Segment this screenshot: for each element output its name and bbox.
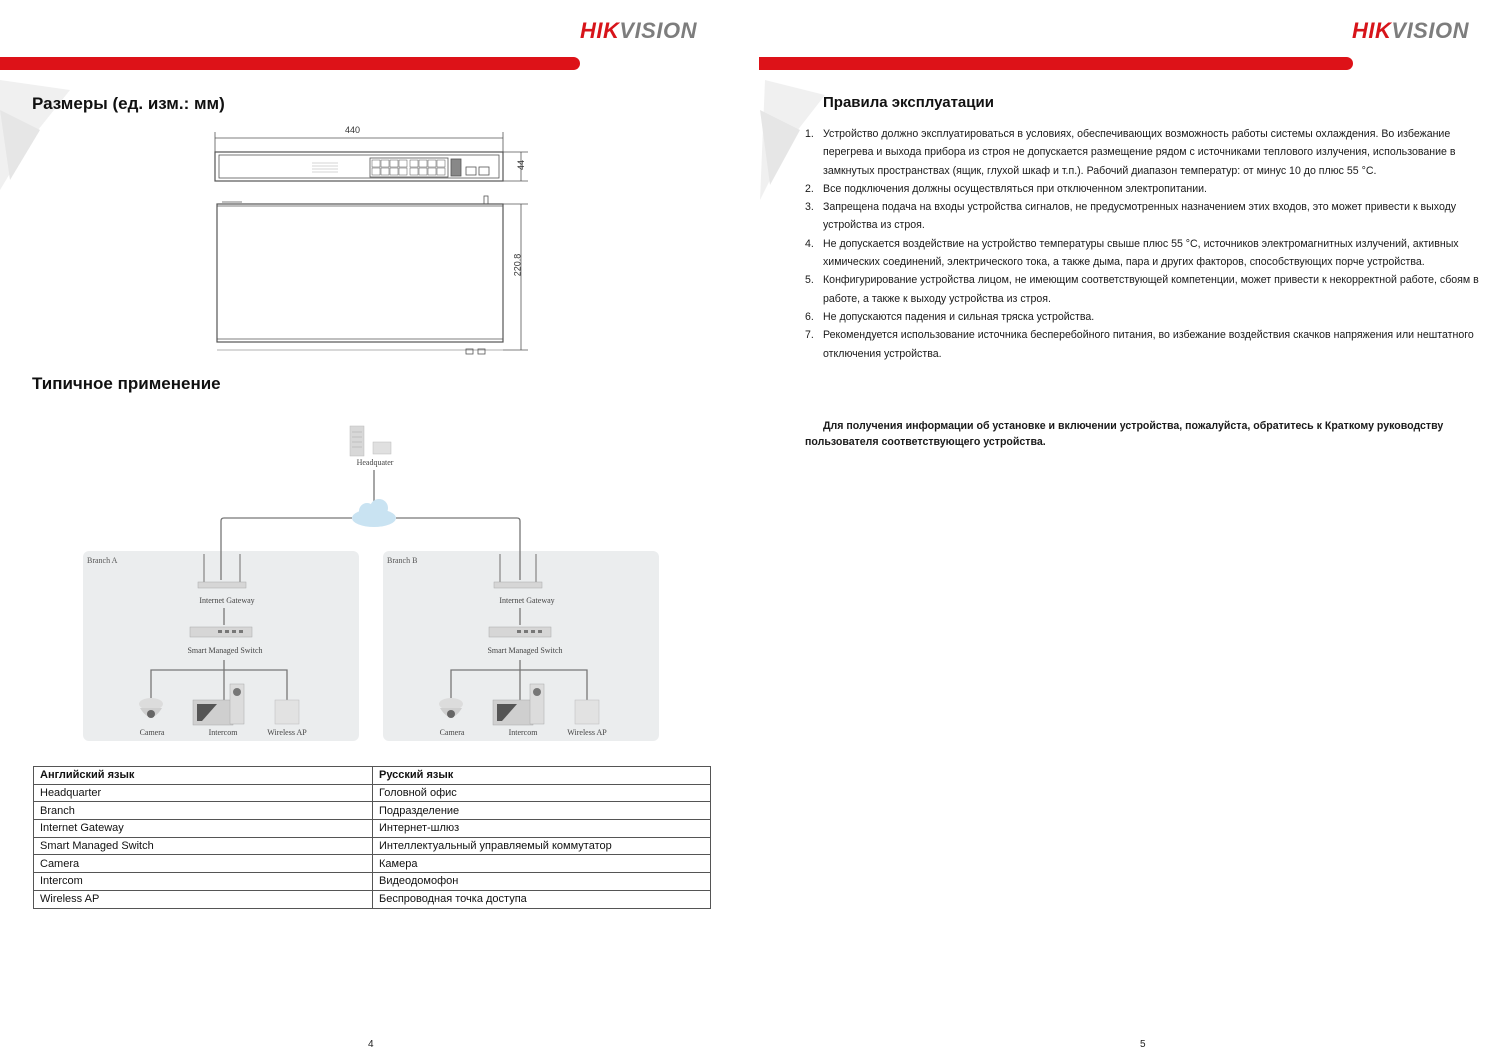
headquarter-icon [350,426,391,456]
typical-application-heading: Типичное применение [32,374,221,393]
network-topology-diagram [80,420,670,750]
table-row [34,802,711,820]
gateway-b-label: Internet Gateway [499,596,555,605]
switch-a-label: Smart Managed Switch [187,646,263,655]
intercom-b-label: Intercom [508,728,538,737]
switch-b-label: Smart Managed Switch [487,646,563,655]
cell-russian: Камера [373,855,711,873]
table-row [34,784,711,802]
operation-rules-list [805,125,1485,363]
wireless-ap-a-icon [275,700,299,724]
width-dimension-label: 440 [345,125,361,135]
cell-english: Intercom [34,873,373,891]
switch-a-icon [190,627,252,637]
camera-b-icon [439,698,463,718]
page-number: 5 [1140,1039,1146,1050]
gateway-a-label: Internet Gateway [199,596,255,605]
list-item: 2. Все подключения должны осуществляться при отключенном электропитании. [805,182,1207,195]
header-english: Английский язык [34,767,373,785]
branch-a-label: Branch A [87,556,118,565]
cell-english: Camera [34,855,373,873]
intercom-b-icon [493,684,544,725]
intercom-a-icon [193,684,244,725]
switch-dimension-diagram-icon [210,122,540,362]
list-item: 5. Конфигурирование устройства лицом, не имеющим соответствующей компетенции, может привести к некорректной работе, сбоям в работе, а также к выходу устройства из строя. [805,274,1479,305]
wireless-ap-a-label: Wireless AP [267,728,307,737]
cell-russian: Головной офис [373,784,711,802]
cell-english: Headquarter [34,784,373,802]
header-red-bar [0,57,580,70]
operation-rules-heading: Правила эксплуатации [823,94,994,111]
table-row [34,855,711,873]
cell-english: Branch [34,802,373,820]
list-item: 6. Не допускаются падения и сильная тряска устройства. [805,310,1095,323]
hikvision-logo: HIKVISION [580,18,697,43]
wireless-ap-b-icon [575,700,599,724]
table-row [34,837,711,855]
cell-russian: Видеодомофон [373,873,711,891]
watermark-star-icon [0,70,90,210]
switch-b-icon [489,627,551,637]
depth-dimension-label: 220.8 [512,253,523,277]
list-item: 3. Запрещена подача на входы устройства сигналов, не предусмотренных назначением этих входов, это может привести к выходу устройства из строя. [805,201,1457,232]
camera-a-label: Camera [139,728,165,737]
list-item: 1. Устройство должно эксплуатироваться в условиях, обеспечивающих возможность работы системы охлаждения. Во избежание перегрева и выхода прибора из строя не допускается размещение рядом с источниками теплового излучения, использование в замкнутых пространствах (ящик, глухой шкаф и т.п.). Рабочий диапазон температур: от минус 10 до плюс 55 °C. [805,128,1456,177]
diagram-lines [80,420,670,750]
quick-guide-note: Для получения информации об установке и включении устройства, пожалуйста, обратитесь к Краткому руководству пользователя соответствующего устройства. [805,420,1444,448]
list-item: 7. Рекомендуется использование источника бесперебойного питания, во избежание воздействия скачков напряжения или нештатного отключения устройства. [805,329,1474,360]
wireless-ap-b-label: Wireless AP [567,728,607,737]
intercom-a-label: Intercom [208,728,238,737]
table-row [34,873,711,891]
list-item: 4. Не допускается воздействие на устройство температуры свыше плюс 55 °C, источников электромагнитных излучений, активных химических соединений, электрического тока, а также дыма, пара и других факторов, способствующих порче устройства. [805,237,1459,269]
cell-russian: Интеллектуальный управляемый коммутатор [373,837,711,855]
glossary-table [33,766,711,909]
dimensions-heading: Размеры (ед. изм.: мм) [32,94,225,113]
table-row [34,820,711,838]
cell-english: Internet Gateway [34,820,373,838]
gateway-b-icon [494,554,542,588]
height-dimension-label: 44 [516,159,527,171]
cell-english: Wireless AP [34,890,373,908]
page-number: 4 [368,1039,374,1050]
cell-russian: Интернет-шлюз [373,820,711,838]
cell-english: Smart Managed Switch [34,837,373,855]
headquarter-label: Headquater [356,458,394,467]
cell-russian: Беспроводная точка доступа [373,890,711,908]
table-header-row [34,767,711,785]
header-russian: Русский язык [373,767,711,785]
table-row [34,890,711,908]
hikvision-logo: HIKVISION [1352,18,1469,43]
dimensions-drawing [210,122,540,362]
cell-russian: Подразделение [373,802,711,820]
cloud-icon [352,499,396,527]
branch-b-label: Branch B [387,556,418,565]
camera-b-label: Camera [439,728,465,737]
camera-a-icon [139,698,163,718]
gateway-a-icon [198,554,246,588]
header-red-bar [759,57,1353,70]
